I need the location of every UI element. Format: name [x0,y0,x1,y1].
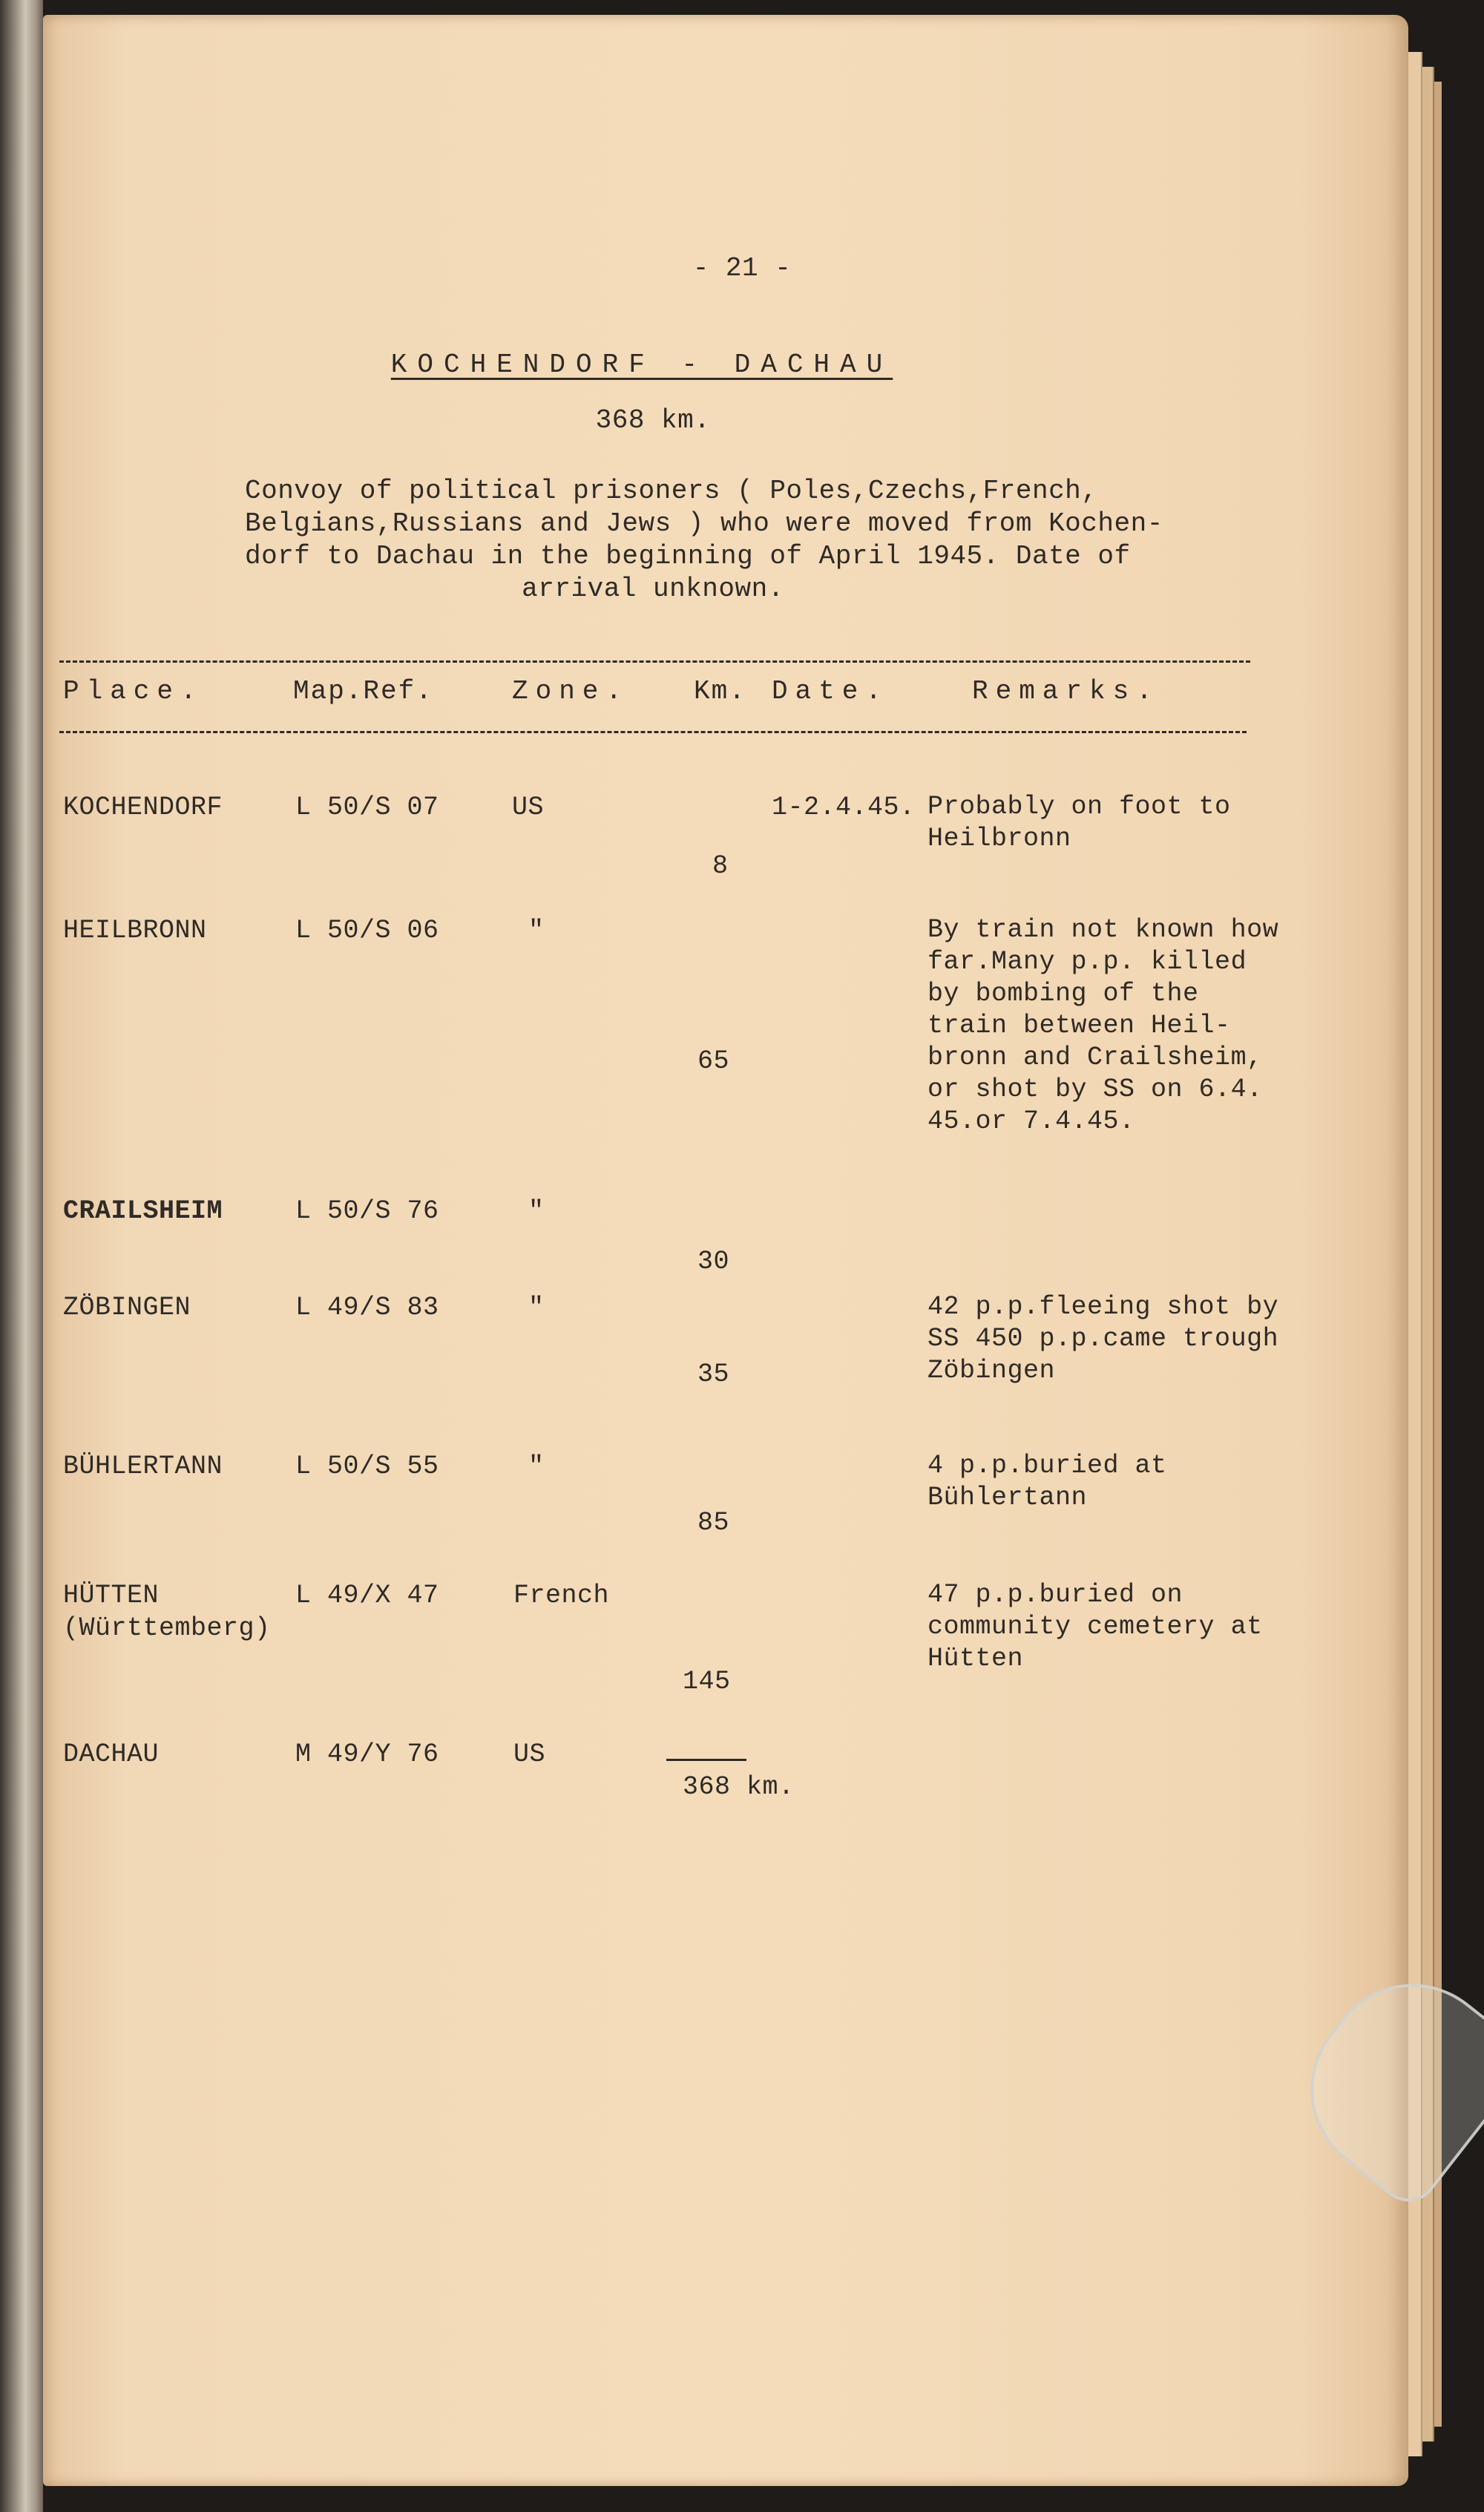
place-cell: CRAILSHEIM [63,1196,223,1226]
mapref-cell: L 50/S 06 [295,916,439,945]
remarks-cell: Probably on foot to Heilbronn [928,792,1231,853]
segment-km: 85 [697,1508,730,1538]
segment-km: 65 [697,1046,730,1076]
header-zone: Zone. [512,676,630,706]
place-cell: HEILBRONN [63,916,207,945]
place-cell: BÜHLERTANN [63,1452,223,1481]
zone-cell: " [528,916,545,945]
header-place: Place. [63,676,204,706]
mapref-cell: L 49/S 83 [295,1293,439,1322]
zone-cell: " [528,1452,545,1481]
segment-km: 35 [697,1360,730,1389]
description-paragraph [245,475,1209,606]
description-line: dorf to Dachau in the beginning of April 1945. Date of [245,541,1131,571]
page-number: - 21 - [692,253,792,283]
header-rule-top [59,660,1250,663]
description-line: Belgians,Russians and Jews ) who were moved from Kochen- [245,508,1163,539]
header-rule-bottom [59,731,1247,733]
zone-cell: US [513,1739,546,1769]
zone-cell: " [528,1293,545,1322]
remarks-cell: By train not known how far.Many p.p. killed by bombing of the train between Heil-bronn and Crailsheim, or shot by SS on 6.4. 45.or 7.4.45. [928,915,1279,1136]
mapref-cell: L 49/X 47 [295,1581,439,1610]
header-km: Km. [694,676,746,706]
header-mapref: Map.Ref. [293,676,433,706]
mapref-cell: M 49/Y 76 [295,1739,439,1769]
remarks-cell: 42 p.p.fleeing shot by SS 450 p.p.came trough Zöbingen [928,1292,1279,1385]
mapref-cell: L 50/S 55 [295,1452,439,1481]
mapref-cell: L 50/S 07 [295,793,439,822]
place-cell: DACHAU [63,1739,160,1769]
document-title: KOCHENDORF - DACHAU [390,350,893,380]
segment-km: 8 [712,851,729,881]
remarks-cell: 4 p.p.buried at Bühlertann [928,1451,1167,1512]
segment-km: 30 [697,1247,730,1276]
remarks-cell: 47 p.p.buried on community cemetery at Hütten [928,1580,1263,1673]
place-cell: HÜTTEN [63,1581,160,1610]
zone-cell: US [512,793,545,822]
header-date: Date. [772,676,890,706]
description-line: arrival unknown. [522,574,784,604]
place-cell-subline: (Württemberg) [63,1613,271,1643]
place-cell: KOCHENDORF [63,793,223,822]
total-km: 368 km. [683,1772,795,1802]
place-cell: ZÖBINGEN [63,1293,191,1322]
date-cell: 1-2.4.45. [772,793,916,822]
description-line: Convoy of political prisoners ( Poles,Czechs,French, [245,476,1098,506]
sum-line [666,1759,746,1761]
header-remarks: Remarks. [972,676,1160,706]
zone-cell: French [513,1581,610,1610]
segment-km: 145 [683,1667,731,1696]
zone-cell: " [528,1196,545,1226]
mapref-cell: L 50/S 76 [295,1196,439,1226]
total-distance: 368 km. [595,405,711,436]
